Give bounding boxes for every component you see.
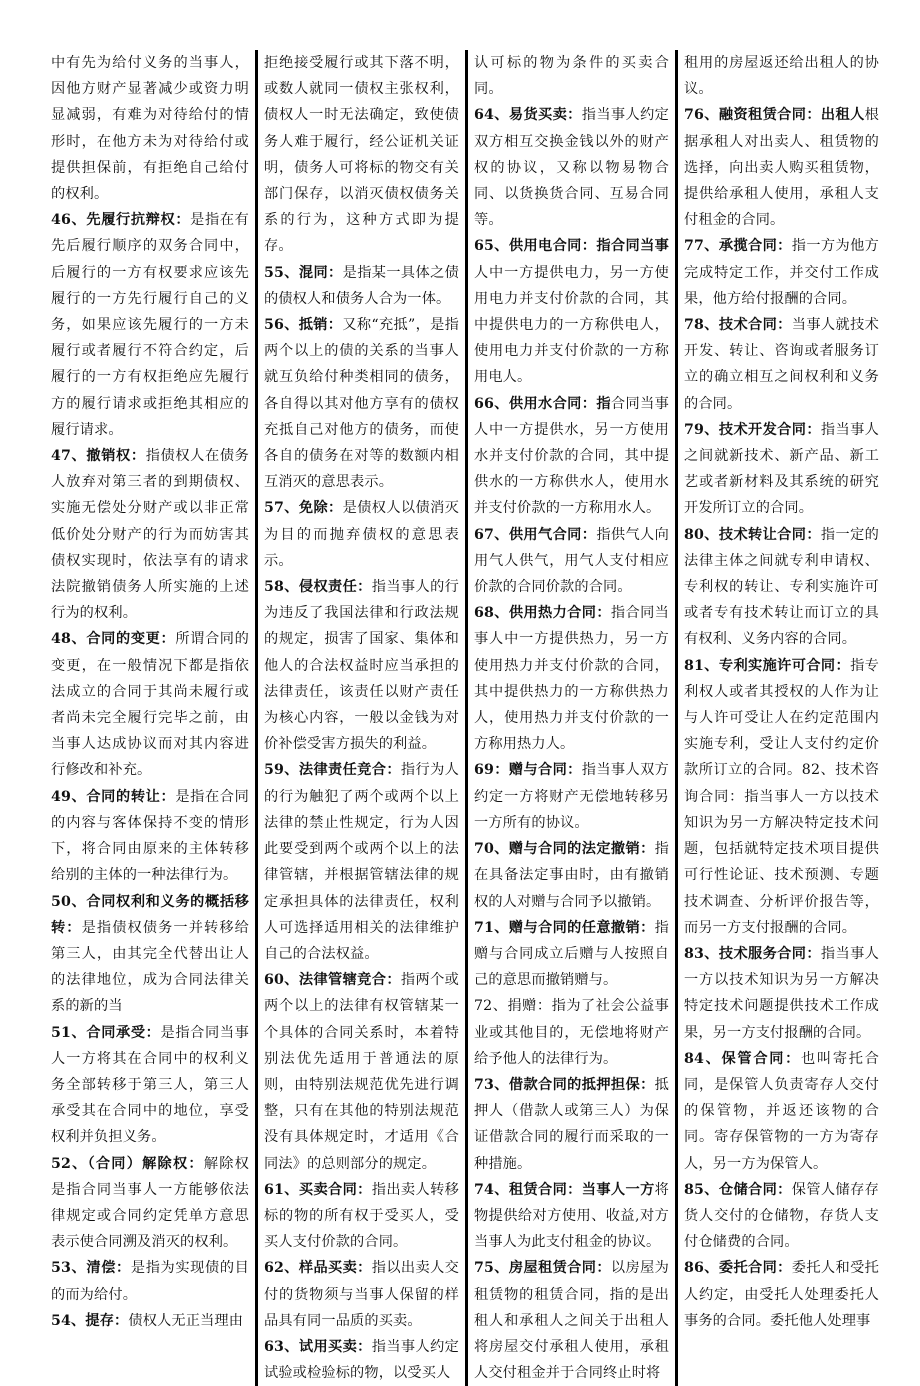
definition-entry — [474, 102, 669, 233]
definition-entry — [684, 1255, 879, 1334]
definition-entry — [264, 1255, 459, 1334]
definition-term: 78、技术合同： — [684, 317, 792, 334]
definition-entry — [474, 1072, 669, 1177]
definition-term: 77、承揽合同： — [684, 238, 792, 255]
definition-entry — [264, 312, 459, 495]
definition-text: 人中一方提供电力，另一方使用电力并支付价款的合同，其中提供电力的一方称供电人，使用电力并支付价款的一方称用电人。 — [474, 264, 669, 386]
definition-text: 指当事人一方以技术知识为另一方解决特定技术问题提供技术工作成果，另一方支付报酬的合同。 — [684, 945, 879, 1041]
definition-text: 指行为人的行为触犯了两个或两个以上法律的禁止性规定，行为人因此要受到两个或两个以上的法律管辖，并根据管辖法律的规定承担具体的法律责任，权利人可选择适用相关的法律维护自己的合法权益。 — [264, 762, 459, 962]
definition-text: 将物提供给对方使用、收益,对方当事人为此支付租金的协议。 — [474, 1181, 669, 1251]
document-page — [45, 50, 885, 1382]
definition-term: 52、（合同）解除权： — [51, 1155, 204, 1172]
text-column-1 — [45, 50, 255, 1386]
definition-entry — [474, 50, 669, 102]
definition-entry — [684, 653, 879, 941]
definition-term: 50、合同权利和义务的概括移转： — [51, 893, 249, 936]
definition-entry — [51, 443, 249, 626]
definition-term: 47、撤销权： — [51, 448, 146, 465]
definition-term: 74、租赁合同：当事人一方 — [474, 1181, 655, 1198]
definition-term: 48、合同的变更： — [51, 631, 176, 648]
definition-term: 71、赠与合同的任意撤销： — [474, 919, 655, 936]
definition-entry — [474, 233, 669, 390]
definition-entry — [474, 836, 669, 915]
definition-term: 69：赠与合同： — [474, 762, 582, 779]
definition-text: 指当事人约定双方相互交换金钱以外的财产权的协议，又称以物易物合同、以货换货合同、互易合同等。 — [474, 107, 669, 229]
definition-text: 指两个或两个以上的法律有权管辖某一个具体的合同关系时，本着特别法优先适用于普通法的原则，由特别法规范优先进行调整，只有在其他的特别法规范没有具体规定时，才适用《合同法》的总则部分的规定。 — [264, 972, 459, 1172]
definition-text: 所谓合同的变更，在一般情况下都是指依法成立的合同于其尚未履行或者尚未完全履行完毕之前，由当事人达成协议而对其内容进行修改和补充。 — [51, 631, 249, 779]
definition-text: 拒绝接受履行或其下落不明，或数人就同一债权主张权利，债权人一时无法确定，致使债务人难于履行，经公证机关证明，债务人可将标的物交有关部门保存，以消灭债权债务关系的行为，这种方式即为提存。 — [264, 55, 459, 255]
definition-entry — [51, 50, 249, 207]
definition-text: 指专利权人或者其授权的人作为让与人许可受让人在约定范围内实施专利，受让人支付约定价款所订立的合同。82、技术咨询合同：指当事人一方以技术知识为另一方解决特定技术问题，包括就特定技术项目提供可行性论证、技术预测、专题技术调查、分析评价报告等，而另一方支付报酬的合同。 — [684, 657, 879, 936]
definition-entry — [51, 1020, 249, 1151]
definition-text: 指当事人约定试验或检验标的物，以受买人 — [264, 1338, 459, 1382]
definition-term: 86、委托合同： — [684, 1260, 792, 1277]
definition-text: 指赠与合同成立后赠与人按照自己的意思而撤销赠与。 — [474, 919, 669, 989]
definition-entry — [264, 50, 459, 260]
definition-text: 指当事人双方约定一方将财产无偿地转移另一方所有的协议。 — [474, 762, 669, 831]
definition-entry — [684, 50, 879, 102]
definition-text: 保管人储存存货人交付的仓储物，存货人支付仓储费的合同。 — [684, 1181, 879, 1251]
definition-text: 当事人就技术开发、转让、咨询或者服务订立的确立相互之间权利和义务的合同。 — [684, 317, 879, 412]
definition-entry — [264, 967, 459, 1177]
text-column-2 — [255, 50, 465, 1386]
definition-entry — [684, 522, 879, 653]
definition-text: 又称“充抵”，是指两个以上的债的关系的当事人就互负给付种类相同的债务，各自得以其对他方享有的债权充抵自己对他方的债务，而使各自的债务在对等的数额内相互消灭的意思表示。 — [264, 317, 459, 491]
definition-entry — [51, 207, 249, 443]
definition-entry — [51, 1308, 249, 1334]
definition-text: 指在具备法定事由时，由有撤销权的人对赠与合同予以撤销。 — [474, 841, 669, 910]
definition-term: 46、先履行抗辩权： — [51, 212, 191, 229]
definition-entry — [264, 495, 459, 574]
definition-entry — [51, 1151, 249, 1256]
definition-text: 合同当事人中一方提供水，另一方使用水并支付价款的合同，其中提供水的一方称供水人，使用水并支付价款的一方称用水人。 — [474, 395, 669, 517]
definition-term: 67、供用气合同： — [474, 526, 597, 543]
definition-entry — [474, 1177, 669, 1256]
definition-term: 56、抵销： — [264, 317, 343, 334]
definition-entry — [684, 102, 879, 233]
text-column-3 — [465, 50, 675, 1386]
definition-term: 54、提存： — [51, 1312, 129, 1329]
definition-entry — [474, 915, 669, 994]
definition-term: 79、技术开发合同： — [684, 421, 821, 438]
definition-term: 55、混同： — [264, 264, 343, 281]
definition-term: 57、免除： — [264, 500, 343, 517]
definition-entry — [684, 1177, 879, 1256]
definition-entry — [474, 1255, 669, 1386]
definition-text: 指以出卖人交付的货物须与当事人保留的样品具有同一品质的买卖。 — [264, 1260, 459, 1329]
definition-term: 76、融资租赁合同：出租人 — [684, 107, 865, 124]
definition-text: 指当事人之间就新技术、新产品、新工艺或者新材料及其系统的研究开发所订立的合同。 — [684, 421, 879, 517]
definition-term: 49、合同的转让： — [51, 788, 176, 805]
definition-text: 指出卖人转移标的物的所有权于受买人，受买人支付价款的合同。 — [264, 1181, 459, 1251]
definition-term: 81、专利实施许可合同： — [684, 657, 851, 674]
definition-text: 债权人无正当理由 — [128, 1312, 244, 1329]
definition-text: 抵押人（借款人或第三人）为保证借款合同的履行而采取的一种措施。 — [474, 1076, 669, 1172]
definition-entry — [264, 574, 459, 757]
definition-text: 根据承租人对出卖人、租赁物的选择，向出卖人购买租赁物，提供给承租人使用，承租人支付租金的合同。 — [684, 107, 879, 229]
definition-entry — [684, 417, 879, 522]
definition-text: 是债权人以债消灭为目的而抛弃债权的意思表示。 — [264, 500, 459, 569]
definition-entry — [684, 312, 879, 417]
definition-entry — [264, 1334, 459, 1386]
definition-entry — [264, 757, 459, 967]
definition-term: 53、清偿： — [51, 1260, 131, 1277]
definition-term: 84、保管合同： — [684, 1050, 802, 1067]
definition-entry — [474, 600, 669, 757]
definition-text: 72、捐赠：指为了社会公益事业或其他目的，无偿地将财产给予他人的法律行为。 — [474, 998, 669, 1067]
definition-text: 是指某一具体之债的债权人和债务人合为一体。 — [264, 264, 459, 307]
definition-entry — [474, 522, 669, 601]
definition-entry — [51, 889, 249, 1020]
definition-text: 解除权是指合同当事人一方能够依法律规定或合同约定凭单方意思表示使合同溯及消灭的权利。 — [51, 1155, 250, 1251]
definition-entry — [51, 1255, 249, 1307]
definition-term: 58、侵权责任： — [264, 579, 372, 596]
definition-term: 64、易货买卖： — [474, 107, 582, 124]
definition-text: 是指合同当事人一方将其在合同中的权利义务全部转移于第三人，第三人承受其在合同中的地位，享受权利并负担义务。 — [51, 1024, 249, 1146]
definition-text: 委托人和受托人约定，由受托人处理委托人事务的合同。委托他人处理事 — [684, 1260, 879, 1329]
definition-term: 61、买卖合同： — [264, 1181, 372, 1198]
definition-term: 75、房屋租赁合同： — [474, 1260, 611, 1277]
definition-term: 62、样品买卖： — [264, 1260, 372, 1277]
definition-term: 85、仓储合同： — [684, 1181, 792, 1198]
definition-entry — [264, 260, 459, 312]
definition-term: 51、合同承受： — [51, 1024, 161, 1041]
definition-text: 指一定的法律主体之间就专利申请权、专利权的转让、专利实施许可或者专有技术转让而订立的具有权利、义务内容的合同。 — [684, 526, 879, 648]
definition-term: 70、赠与合同的法定撤销： — [474, 841, 655, 858]
definition-text: 租用的房屋返还给出租人的协议。 — [684, 55, 879, 98]
definition-entry — [474, 391, 669, 522]
definition-term: 60、法律管辖竞合： — [264, 972, 401, 989]
definition-term: 68、供用热力合同： — [474, 605, 611, 622]
definition-term: 59、法律责任竞合： — [264, 762, 401, 779]
definition-text: 也叫寄托合同，是保管人负责寄存人交付的保管物，并返还该物的合同。寄存保管物的一方为寄存人，另一方为保管人。 — [684, 1050, 879, 1172]
definition-term: 83、技术服务合同： — [684, 945, 821, 962]
definition-entry — [684, 233, 879, 312]
definition-text: 是指在有先后履行顺序的双务合同中，后履行的一方有权要求应该先履行的一方先行履行自己的义务，如果应该先履行的一方未履行或者履行不符合约定，后履行的一方有权拒绝应先履行方的履行请求或拒绝其相应的履行请求。 — [51, 212, 249, 438]
definition-text: 指当事人的行为违反了我国法律和行政法规的规定，损害了国家、集体和他人的合法权益时应当承担的法律责任，该责任以财产责任为核心内容，一般以金钱为对价补偿受害方损失的利益。 — [264, 579, 459, 753]
definition-entry — [51, 626, 249, 783]
definition-text: 指供气人向用气人供气，用气人支付相应价款的合同价款的合同。 — [474, 526, 669, 596]
definition-text: 是指债权债务一并转移给第三人，由其完全代替出让人的法律地位，成为合同法律关系的新的当 — [51, 919, 249, 1015]
definition-term: 65、供用电合同：指合同当事 — [474, 238, 669, 255]
definition-term: 66、供用水合同：指 — [474, 395, 611, 412]
definition-text: 认可标的物为条件的买卖合同。 — [474, 55, 669, 98]
definition-text: 是指为实现债的目的而为给付。 — [51, 1260, 249, 1303]
definition-text: 中有先为给付义务的当事人，因他方财产显著减少或资力明显减弱，有难为对待给付的情形时，在他方未为对待给付或提供担保前，有拒绝自己给付的权利。 — [51, 55, 249, 203]
definition-entry — [474, 993, 669, 1072]
definition-text: 指债权人在债务人放弃对第三者的到期债权、实施无偿处分财产或以非正常低价处分财产的行为而妨害其债权实现时，依法享有的请求法院撤销债务人所实施的上述行为的权利。 — [51, 448, 249, 622]
definition-text: 指合同当事人中一方提供热力，另一方使用热力并支付价款的合同，其中提供热力的一方称供热力人，使用热力并支付价款的一方称用热力人。 — [474, 605, 669, 753]
definition-entry — [474, 757, 669, 836]
definition-term: 63、试用买卖： — [264, 1338, 372, 1355]
definition-entry — [684, 941, 879, 1046]
definition-term: 73、借款合同的抵押担保： — [474, 1076, 655, 1093]
definition-text: 是指在合同的内容与客体保持不变的情形下，将合同由原来的主体转移给别的主体的一种法律行为。 — [51, 788, 249, 884]
definition-entry — [51, 784, 249, 889]
definition-entry — [684, 1046, 879, 1177]
definition-term: 80、技术转让合同： — [684, 526, 821, 543]
text-column-4 — [675, 50, 885, 1386]
definition-text: 指一方为他方完成特定工作，并交付工作成果，他方给付报酬的合同。 — [684, 238, 879, 307]
definition-entry — [264, 1177, 459, 1256]
definition-text: 以房屋为租赁物的租赁合同，指的是出租人和承租人之间关于出租人将房屋交付承租人使用，承租人交付租金并于合同终止时将 — [474, 1260, 669, 1382]
